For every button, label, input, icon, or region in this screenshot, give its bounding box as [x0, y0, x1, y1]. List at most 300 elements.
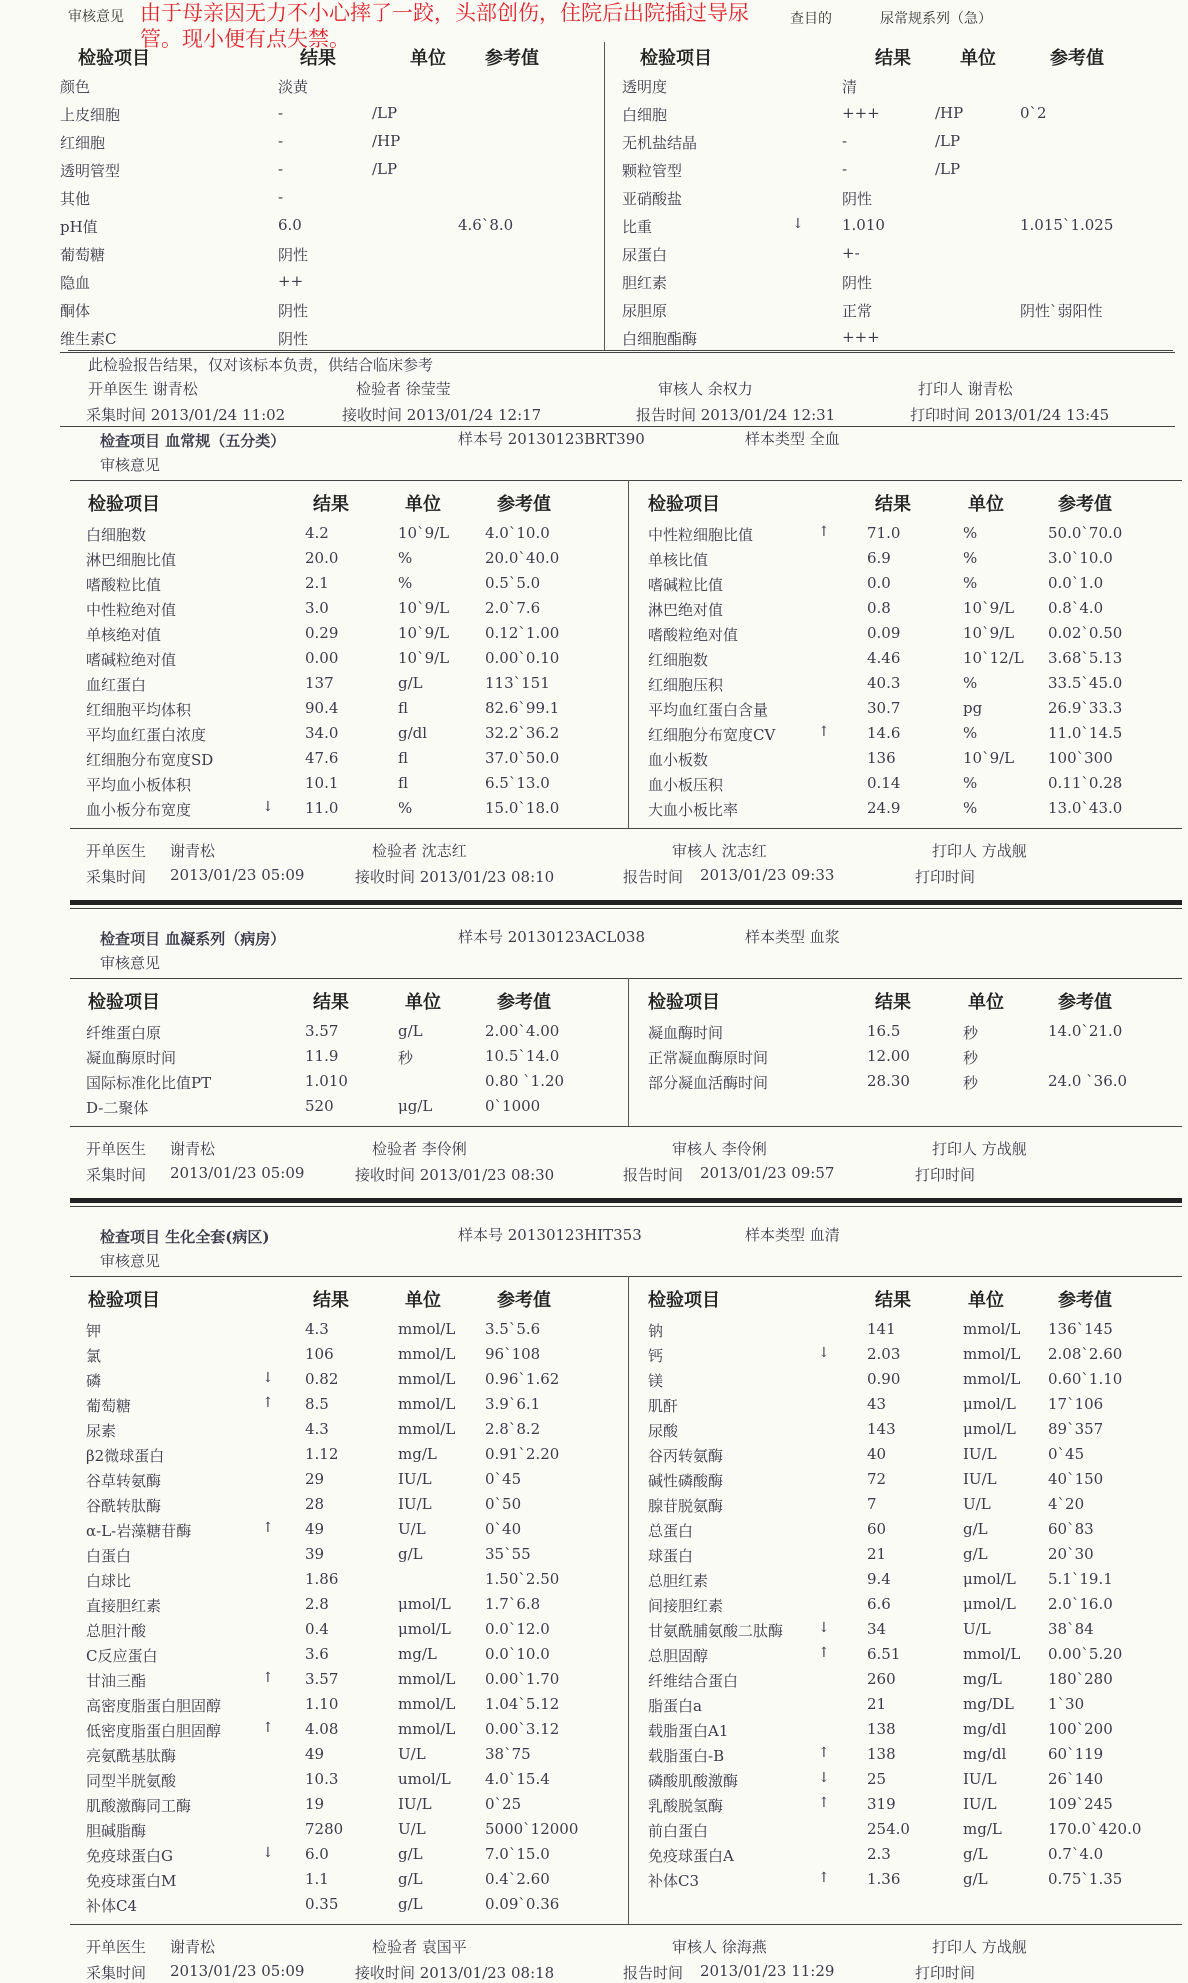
column-header: 检验项目 [78, 48, 150, 69]
receive-time: 接收时间 2013/01/24 12:17 [342, 406, 542, 424]
test-name: 红细胞平均体积 [86, 701, 192, 719]
sample-number: 样本号 20130123ACL038 [458, 928, 646, 946]
test-name: 脂蛋白a [648, 1697, 702, 1715]
test-name: 碱性磷酸酶 [648, 1472, 724, 1490]
test-name: 中性粒绝对值 [86, 601, 177, 619]
reference-range: 38`75 [485, 1745, 531, 1763]
test-unit: mg/dl [963, 1720, 1007, 1738]
reference-range: 0`25 [485, 1795, 522, 1813]
test-name: 红细胞 [60, 134, 106, 152]
test-name: 载脂蛋白-B [648, 1747, 725, 1765]
test-name: 隐血 [60, 274, 91, 292]
test-name: 钠 [648, 1322, 664, 1340]
report-time-label: 报告时间 [623, 1166, 684, 1184]
test-result: 阴性 [278, 330, 309, 348]
test-name: 纤维蛋白原 [86, 1024, 162, 1042]
reference-range: 0.7`4.0 [1048, 1845, 1104, 1863]
test-unit: g/dl [398, 724, 428, 742]
test-name: 平均血红蛋白含量 [648, 701, 769, 719]
reference-range: 4.0`10.0 [485, 524, 550, 542]
column-header: 结果 [875, 992, 911, 1013]
reference-range: 0.75`1.35 [1048, 1870, 1123, 1888]
column-header: 检验项目 [88, 992, 160, 1013]
test-name: 甘油三酯 [86, 1672, 147, 1690]
ordering-doctor-label: 开单医生 [86, 1938, 147, 1956]
column-header: 参考值 [1058, 1290, 1112, 1311]
flag-arrow: ↓ [262, 1845, 274, 1861]
collect-time-label: 采集时间 [86, 1964, 147, 1982]
test-name: 淋巴细胞比值 [86, 551, 177, 569]
test-unit: mmol/L [398, 1370, 456, 1388]
test-result: 6.9 [867, 549, 891, 567]
test-result: 阴性 [842, 274, 873, 292]
printer: 打印人 方战舰 [932, 842, 1027, 860]
test-unit: 10`9/L [963, 749, 1015, 767]
test-result: 19 [305, 1795, 325, 1813]
test-name: 谷酰转肽酶 [86, 1497, 162, 1515]
reviewer: 审核人 余权力 [658, 380, 753, 398]
reference-range: 0`2 [1020, 104, 1047, 122]
test-unit: g/L [398, 1895, 423, 1913]
test-name: 高密度脂蛋白胆固醇 [86, 1697, 222, 1715]
column-header: 单位 [410, 48, 446, 69]
column-header: 单位 [960, 48, 996, 69]
test-name: 镁 [648, 1372, 664, 1390]
ordering-doctor-label: 开单医生 [86, 842, 147, 860]
test-name: β2微球蛋白 [86, 1447, 165, 1465]
test-result: ++ [278, 272, 304, 290]
test-unit: % [963, 774, 978, 792]
reference-range: 0.91`2.20 [485, 1445, 560, 1463]
reference-range: 0.0`1.0 [1048, 574, 1104, 592]
section-separator [70, 1206, 1182, 1207]
reference-range: 82.6`99.1 [485, 699, 560, 717]
inspector: 检验者 沈志红 [372, 842, 467, 860]
test-unit: mmol/L [963, 1370, 1021, 1388]
reference-range: 32.2`36.2 [485, 724, 560, 742]
print-time: 打印时间 [915, 868, 976, 886]
test-name: 乳酸脱氢酶 [648, 1797, 724, 1815]
test-result: 14.6 [867, 724, 901, 742]
collect-time: 2013/01/23 05:09 [170, 1164, 305, 1182]
test-name: 颗粒管型 [622, 162, 683, 180]
test-result: 141 [867, 1320, 896, 1338]
test-unit: mg/dl [963, 1745, 1007, 1763]
column-header: 结果 [313, 992, 349, 1013]
test-unit: % [963, 724, 978, 742]
column-header: 单位 [968, 1290, 1004, 1311]
test-name: 纤维结合蛋白 [648, 1672, 739, 1690]
reference-range: 7.0`15.0 [485, 1845, 550, 1863]
printer: 打印人 方战舰 [932, 1140, 1027, 1158]
test-result: 60 [867, 1520, 887, 1538]
test-name: 同型半胱氨酸 [86, 1772, 177, 1790]
test-name: 嗜酸粒绝对值 [648, 626, 739, 644]
receive-time: 接收时间 2013/01/23 08:18 [355, 1964, 555, 1982]
test-unit: 秒 [963, 1024, 979, 1042]
test-unit: /HP [372, 132, 401, 150]
test-unit: 秒 [398, 1049, 414, 1067]
test-result: 21 [867, 1695, 887, 1713]
flag-arrow: ↑ [818, 1795, 830, 1811]
sample-number: 样本号 20130123HIT353 [458, 1226, 642, 1244]
test-result: 2.1 [305, 574, 329, 592]
test-unit: 10`9/L [963, 624, 1015, 642]
test-name: C反应蛋白 [86, 1647, 158, 1665]
test-name: 血小板分布宽度 [86, 801, 192, 819]
test-result: 10.1 [305, 774, 339, 792]
column-header: 检验项目 [648, 494, 720, 515]
reference-range: 26.9`33.3 [1048, 699, 1123, 717]
test-result: 16.5 [867, 1022, 901, 1040]
divider [70, 1924, 1182, 1925]
column-header: 参考值 [1058, 992, 1112, 1013]
test-unit: mmol/L [398, 1395, 456, 1413]
test-unit: mmol/L [398, 1345, 456, 1363]
test-result: 21 [867, 1545, 887, 1563]
reference-range: 2.0`16.0 [1048, 1595, 1113, 1613]
test-result: 90.4 [305, 699, 339, 717]
test-result: 11.0 [305, 799, 339, 817]
divider [70, 1126, 1182, 1127]
test-unit: μmol/L [963, 1570, 1016, 1588]
test-unit: fl [398, 699, 409, 717]
test-result: 20.0 [305, 549, 339, 567]
test-result: 0.82 [305, 1370, 339, 1388]
collect-time-label: 采集时间 [86, 868, 147, 886]
column-header: 结果 [875, 494, 911, 515]
test-unit: μmol/L [963, 1395, 1016, 1413]
column-header: 参考值 [485, 48, 539, 69]
test-result: 25 [867, 1770, 887, 1788]
test-name: α-L-岩藻糖苷酶 [86, 1522, 192, 1540]
test-result: 24.9 [867, 799, 901, 817]
reference-range: 0.4`2.60 [485, 1870, 550, 1888]
test-name: 前白蛋白 [648, 1822, 709, 1840]
test-unit: IU/L [398, 1795, 432, 1813]
test-name: D-二聚体 [86, 1099, 149, 1117]
test-unit: mmol/L [398, 1420, 456, 1438]
flag-arrow: ↓ [818, 1345, 830, 1361]
test-unit: 秒 [963, 1049, 979, 1067]
test-result: 3.0 [305, 599, 329, 617]
reference-range: 2.00`4.00 [485, 1022, 560, 1040]
test-unit: IU/L [398, 1470, 432, 1488]
collect-time: 2013/01/23 05:09 [170, 866, 305, 884]
test-unit: mmol/L [398, 1720, 456, 1738]
reference-range: 0.12`1.00 [485, 624, 560, 642]
test-name: 载脂蛋白A1 [648, 1722, 729, 1740]
test-name: 钾 [86, 1322, 102, 1340]
divider [70, 828, 1182, 829]
test-result: 29 [305, 1470, 325, 1488]
test-name: 无机盐结晶 [622, 134, 698, 152]
test-unit: U/L [963, 1495, 991, 1513]
review-label: 审核意见 [100, 1252, 161, 1270]
reference-range: 11.0`14.5 [1048, 724, 1123, 742]
test-result: 清 [842, 78, 858, 96]
test-unit: mmol/L [398, 1695, 456, 1713]
test-unit: g/L [398, 1022, 423, 1040]
column-header: 检验项目 [88, 1290, 160, 1311]
test-name: 透明度 [622, 78, 668, 96]
print-time: 打印时间 [915, 1166, 976, 1184]
test-name: 透明管型 [60, 162, 121, 180]
divider [70, 480, 1182, 481]
test-name: 总胆汁酸 [86, 1622, 147, 1640]
test-name: 尿胆原 [622, 302, 668, 320]
column-header: 参考值 [1050, 48, 1104, 69]
test-unit: g/L [963, 1520, 988, 1538]
inspector: 检验者 徐莹莹 [356, 380, 451, 398]
test-name: 钙 [648, 1347, 664, 1365]
flag-arrow: ↑ [818, 724, 830, 740]
reference-range: 60`83 [1048, 1520, 1094, 1538]
test-name: 单核比值 [648, 551, 709, 569]
test-result: - [842, 160, 848, 178]
test-unit: U/L [398, 1820, 426, 1838]
report-time: 2013/01/23 11:29 [700, 1962, 835, 1980]
test-unit: /LP [372, 160, 398, 178]
test-unit: 10`9/L [398, 599, 450, 617]
test-name: 国际标准化比值PT [86, 1074, 212, 1092]
test-unit: U/L [398, 1520, 426, 1538]
test-unit: g/L [398, 674, 423, 692]
reference-range: 4.6`8.0 [458, 216, 514, 234]
test-name: 血小板压积 [648, 776, 724, 794]
reference-range: 10.5`14.0 [485, 1047, 560, 1065]
test-unit: IU/L [963, 1445, 997, 1463]
test-result: 阴性 [842, 190, 873, 208]
reference-range: 3.0`10.0 [1048, 549, 1113, 567]
test-result: - [278, 188, 284, 206]
test-name: 葡萄糖 [60, 246, 106, 264]
test-result: 正常 [842, 302, 873, 320]
test-unit: μg/L [398, 1097, 433, 1115]
test-result: 138 [867, 1720, 896, 1738]
test-unit: μmol/L [963, 1420, 1016, 1438]
test-name: 谷草转氨酶 [86, 1472, 162, 1490]
column-header: 单位 [968, 992, 1004, 1013]
reference-range: 15.0`18.0 [485, 799, 560, 817]
test-result: 6.0 [278, 216, 302, 234]
test-result: 3.57 [305, 1022, 339, 1040]
reviewer: 审核人 徐海燕 [672, 1938, 767, 1956]
reference-range: 0.00`0.10 [485, 649, 560, 667]
column-divider [628, 1276, 629, 1924]
flag-arrow: ↑ [262, 1670, 274, 1686]
test-name: 上皮细胞 [60, 106, 121, 124]
test-result: 49 [305, 1520, 325, 1538]
reference-range: 2.0`7.6 [485, 599, 541, 617]
reference-range: 2.8`8.2 [485, 1420, 541, 1438]
flag-arrow: ↑ [262, 1720, 274, 1736]
test-unit: pg [963, 699, 983, 717]
test-name: 正常凝血酶原时间 [648, 1049, 769, 1067]
report-time: 2013/01/23 09:33 [700, 866, 835, 884]
test-name: pH值 [60, 218, 98, 236]
test-unit: IU/L [398, 1495, 432, 1513]
test-unit: 10`9/L [398, 649, 450, 667]
flag-arrow: ↑ [262, 1395, 274, 1411]
test-unit: fl [398, 774, 409, 792]
test-unit: mg/L [963, 1670, 1002, 1688]
column-header: 单位 [405, 992, 441, 1013]
panel-title: 检查项目 生化全套(病区) [100, 1228, 270, 1246]
column-header: 检验项目 [88, 494, 160, 515]
test-unit: umol/L [398, 1770, 451, 1788]
test-name: 低密度脂蛋白胆固醇 [86, 1722, 222, 1740]
test-result: 阴性 [278, 302, 309, 320]
test-result: 0.14 [867, 774, 901, 792]
reference-range: 0.5`5.0 [485, 574, 541, 592]
test-result: 254.0 [867, 1820, 910, 1838]
reference-range: 6.5`13.0 [485, 774, 550, 792]
test-result: 2.03 [867, 1345, 901, 1363]
test-unit: g/L [398, 1845, 423, 1863]
test-result: 260 [867, 1670, 896, 1688]
reference-range: 100`300 [1048, 749, 1113, 767]
test-name: 磷酸肌酸激酶 [648, 1772, 739, 1790]
test-name: 亮氨酰基肽酶 [86, 1747, 177, 1765]
reference-range: 0.60`1.10 [1048, 1370, 1123, 1388]
test-result: 4.2 [305, 524, 329, 542]
test-unit: mmol/L [963, 1345, 1021, 1363]
reference-range: 5000`12000 [485, 1820, 579, 1838]
column-header: 单位 [968, 494, 1004, 515]
test-unit: /LP [935, 132, 961, 150]
reference-range: 14.0`21.0 [1048, 1022, 1123, 1040]
column-header: 结果 [313, 494, 349, 515]
test-result: 0.29 [305, 624, 339, 642]
flag-arrow: ↑ [818, 1745, 830, 1761]
urine-review-label: 审核意见 [68, 9, 124, 25]
test-unit: U/L [398, 1745, 426, 1763]
reference-range: 0.02`0.50 [1048, 624, 1123, 642]
test-unit: 10`12/L [963, 649, 1024, 667]
column-header: 结果 [875, 1290, 911, 1311]
test-unit: g/L [398, 1545, 423, 1563]
column-header: 检验项目 [648, 1290, 720, 1311]
test-unit: fl [398, 749, 409, 767]
reference-range: 1.7`6.8 [485, 1595, 541, 1613]
test-unit: mg/L [963, 1820, 1002, 1838]
reference-range: 13.0`43.0 [1048, 799, 1123, 817]
test-unit: mg/L [398, 1645, 437, 1663]
reference-range: 33.5`45.0 [1048, 674, 1123, 692]
reference-range: 0`40 [485, 1520, 522, 1538]
test-name: 甘氨酰脯氨酸二肽酶 [648, 1622, 784, 1640]
test-result: 10.3 [305, 1770, 339, 1788]
test-name: 肌酐 [648, 1397, 679, 1415]
sample-type: 样本类型 血清 [745, 1226, 840, 1244]
test-result: 0.00 [305, 649, 339, 667]
reference-range: 0.96`1.62 [485, 1370, 560, 1388]
test-unit: mg/DL [963, 1695, 1014, 1713]
reference-range: 20`30 [1048, 1545, 1094, 1563]
test-name: 氯 [86, 1347, 102, 1365]
urine-panel-name: 尿常规系列（急） [880, 11, 992, 27]
test-name: 其他 [60, 190, 91, 208]
test-unit: g/L [963, 1545, 988, 1563]
reference-range: 0`45 [485, 1470, 522, 1488]
sample-number: 样本号 20130123BRT390 [458, 430, 645, 448]
flag-arrow: ↑ [262, 1520, 274, 1536]
reference-range: 5.1`19.1 [1048, 1570, 1113, 1588]
print-time: 打印时间 [915, 1964, 976, 1982]
test-result: 2.8 [305, 1595, 329, 1613]
divider [70, 1276, 1182, 1277]
ordering-doctor: 开单医生 谢青松 [88, 380, 198, 398]
test-result: 4.08 [305, 1720, 339, 1738]
flag-arrow: ↑ [818, 1870, 830, 1886]
reference-range: 20.0`40.0 [485, 549, 560, 567]
test-name: 白球比 [86, 1572, 132, 1590]
flag-arrow: ↓ [262, 1370, 274, 1386]
test-unit: U/L [963, 1620, 991, 1638]
test-name: 谷丙转氨酶 [648, 1447, 724, 1465]
test-result: 40 [867, 1445, 887, 1463]
flag-arrow: ↓ [792, 216, 804, 232]
reference-range: 26`140 [1048, 1770, 1104, 1788]
test-unit: 10`9/L [398, 624, 450, 642]
test-result: 520 [305, 1097, 334, 1115]
test-result: 12.00 [867, 1047, 910, 1065]
reference-range: 17`106 [1048, 1395, 1104, 1413]
test-name: 葡萄糖 [86, 1397, 132, 1415]
disclaimer: 此检验报告结果，仅对该标本负责，供结合临床参考 [88, 356, 434, 374]
test-result: 40.3 [867, 674, 901, 692]
section-separator [70, 908, 1182, 909]
test-unit: /LP [935, 160, 961, 178]
test-result: 6.6 [867, 1595, 891, 1613]
column-header: 检验项目 [648, 992, 720, 1013]
test-result: 1.10 [305, 1695, 339, 1713]
test-unit: μmol/L [398, 1620, 451, 1638]
test-name: 白细胞数 [86, 526, 147, 544]
reference-range: 0.00`5.20 [1048, 1645, 1123, 1663]
ordering-doctor: 谢青松 [170, 1938, 216, 1956]
test-name: 胆碱脂酶 [86, 1822, 147, 1840]
test-name: 凝血酶原时间 [86, 1049, 177, 1067]
test-result: - [278, 132, 284, 150]
test-result: 34 [867, 1620, 887, 1638]
review-label: 审核意见 [100, 456, 161, 474]
test-name: 间接胆红素 [648, 1597, 724, 1615]
test-result: 1.86 [305, 1570, 339, 1588]
inspector: 检验者 袁国平 [372, 1938, 467, 1956]
test-result: 1.12 [305, 1445, 339, 1463]
test-name: 补体C3 [648, 1872, 700, 1890]
print-time: 打印时间 2013/01/24 13:45 [910, 406, 1110, 424]
test-result: 4.3 [305, 1420, 329, 1438]
test-result: 4.3 [305, 1320, 329, 1338]
section-separator [70, 900, 1182, 905]
test-result: 11.9 [305, 1047, 339, 1065]
column-divider [628, 480, 629, 828]
collect-time-label: 采集时间 [86, 1166, 147, 1184]
test-name: 酮体 [60, 302, 91, 320]
receive-time: 接收时间 2013/01/23 08:30 [355, 1166, 555, 1184]
reference-range: 100`200 [1048, 1720, 1113, 1738]
test-unit: IU/L [963, 1470, 997, 1488]
column-header: 结果 [300, 48, 336, 69]
sample-type: 样本类型 血浆 [745, 928, 840, 946]
test-name: 直接胆红素 [86, 1597, 162, 1615]
collect-time: 2013/01/23 05:09 [170, 1962, 305, 1980]
test-result: +++ [842, 328, 880, 346]
test-unit: mmol/L [398, 1320, 456, 1338]
